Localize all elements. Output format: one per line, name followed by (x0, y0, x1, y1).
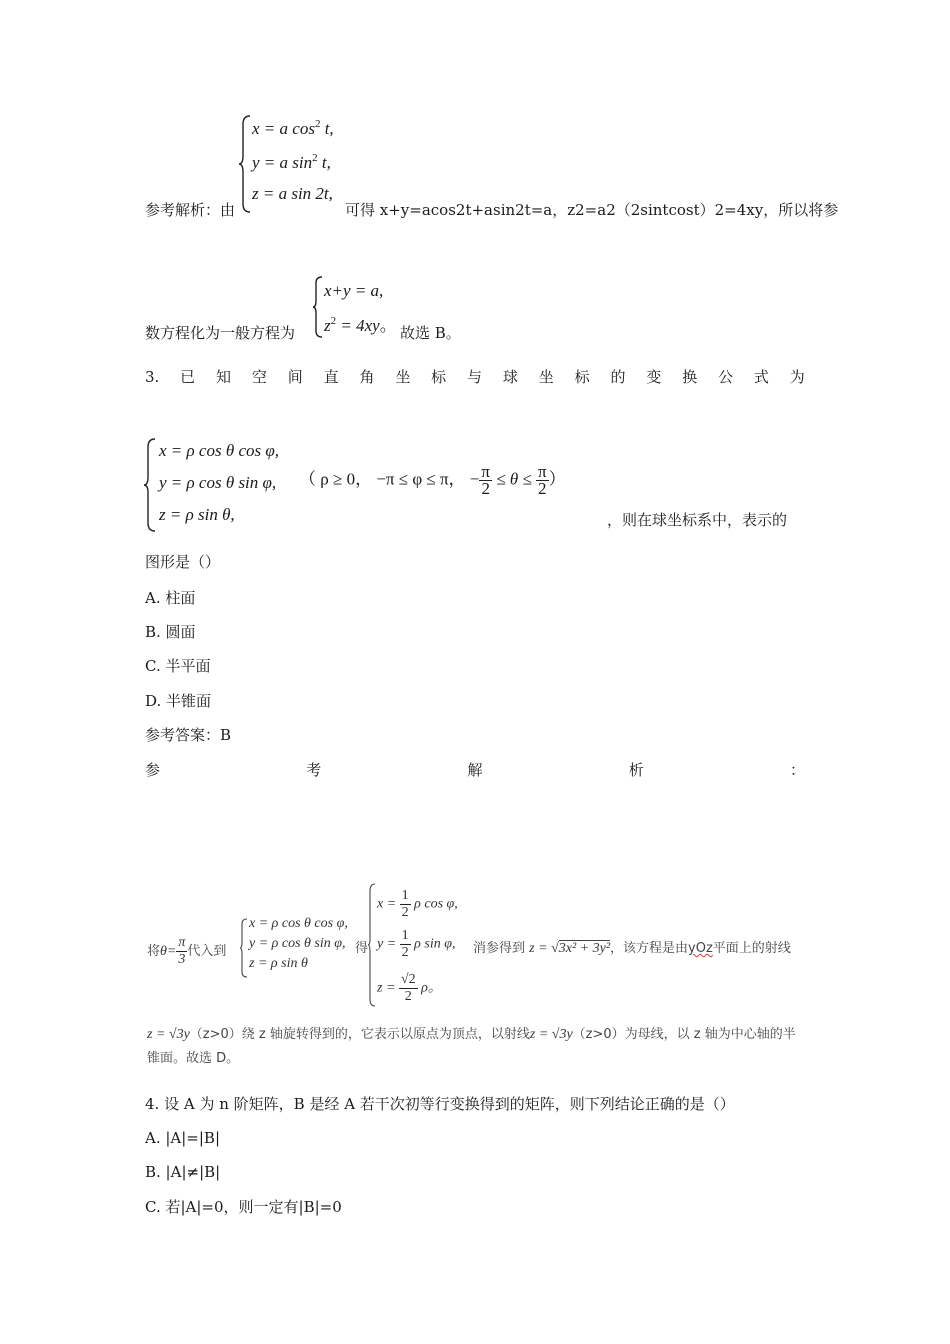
spherical-system (143, 437, 613, 533)
img-sys-a3: z = ρ sin θ (249, 956, 308, 971)
img-sys-b2: y = $\frac{1}{2}$ ρ sin φ, (377, 928, 456, 960)
left-brace-icon (367, 883, 377, 1007)
q3-option-a: A. 柱面 (145, 589, 196, 607)
gen-eq-1: x+y = a, (324, 281, 384, 300)
analysis1-suffix: 可得 x+y=acos2t+asin2t=a，z2=a2（2sintcost）2=4xy，所以将参 (345, 201, 839, 219)
img-get: 得 (355, 941, 369, 956)
img-sys-b1: x = $\frac{1}{2}$ ρ cos φ, (377, 888, 458, 920)
img-sys-b3: z = $\frac{√2}{2}$ ρ。 (377, 972, 442, 1004)
q3-option-b: B. 圆面 (145, 623, 196, 641)
left-brace-icon (312, 275, 324, 339)
q4-option-c: C. 若|A|=0，则一定有|B|=0 (145, 1198, 342, 1216)
q3-analysis-heading: 参 考 解 析 ： (145, 761, 805, 779)
img-sys-a1: x = ρ cos θ cos φ, (249, 916, 348, 931)
general-equation (312, 275, 412, 339)
img-lead: 将θ= $\frac{\pi}{3}$ 代入到 (147, 935, 227, 967)
q3-answer: 参考答案：B (145, 726, 232, 744)
q4-stem: 4. 设 A 为 n 阶矩阵，B 是经 A 若干次初等行变换得到的矩阵，则下列结论正确的是（） (145, 1095, 735, 1113)
analysis1-cont-suffix: 故选 B。 (400, 324, 461, 342)
q4-option-a: A. |A|=|B| (145, 1129, 221, 1147)
param-eq-y: y = a $\sin^2 t$, (252, 152, 331, 172)
img-sys-a2: y = ρ cos θ sin φ, (249, 936, 346, 951)
sph-eq-y: y = ρ cos θ sin φ, (159, 473, 277, 492)
q3-option-c: C. 半平面 (145, 657, 211, 675)
analysis1-prefix: 参考解析：由 (145, 201, 236, 219)
q3-stem: 3. 已 知 空 间 直 角 坐 标 与 球 坐 标 的 变 换 公 式 为 (145, 368, 805, 386)
sph-eq-z: z = ρ sin θ, (159, 505, 235, 524)
img-elim: 消参得到 z = √3x² + 3y²，该方程是由yOz平面上的射线 (473, 941, 791, 956)
q4-option-b: B. |A|≠|B| (145, 1163, 221, 1181)
param-eq-x: x = a $\cos^2 t$, (252, 118, 334, 138)
img-line3: 锥面。故选 D。 (147, 1051, 240, 1066)
analysis1-cont-prefix: 数方程化为一般方程为 (145, 324, 296, 342)
q3-option-d: D. 半锥面 (145, 692, 212, 710)
sph-conditions: （ ρ ≥ 0， −π ≤ φ ≤ π， − $\frac{\pi}{2}$ ≤ θ ≤ $\frac{\pi}{2}$ ） (299, 462, 566, 498)
left-brace-icon (143, 437, 157, 533)
param-system (238, 114, 348, 214)
img-line2: z = √3y（z>0）绕 z 轴旋转得到的，它表示以原点为顶点，以射线z = √3y（z>0）为母线，以 z 轴为中心轴的半 (147, 1027, 796, 1042)
sph-eq-x: x = ρ cos θ cos φ, (159, 441, 280, 460)
left-brace-icon (239, 918, 249, 978)
q3-analysis-image (145, 880, 805, 1070)
q3-stem-tail: ，则在球坐标系中，表示的 (607, 511, 788, 529)
left-brace-icon (238, 114, 252, 214)
param-eq-z: z = a sin 2t, (252, 184, 333, 203)
gen-eq-2: $z^2 = 4xy$。 (324, 315, 397, 335)
q3-stem-line2: 图形是（） (145, 553, 221, 571)
